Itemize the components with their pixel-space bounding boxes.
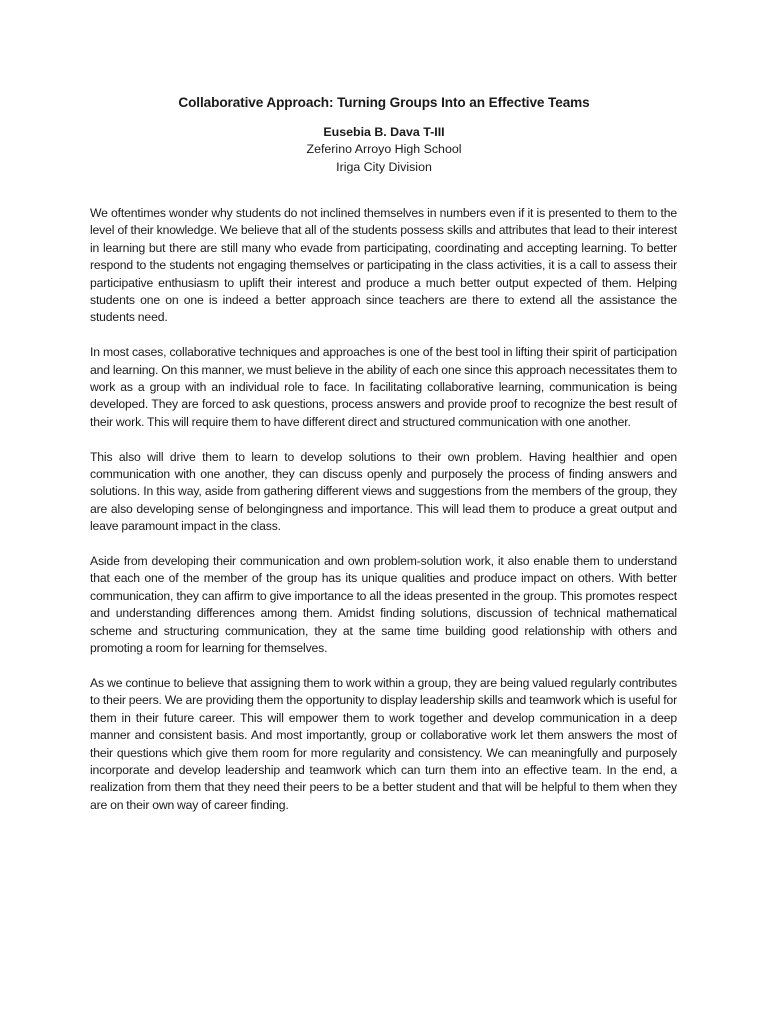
paragraph-5: As we continue to believe that assigning them to work within a group, they are being valued regularly contributes to their peers. We are providing them the opportunity to display leadership skills and teamwork which is useful for them in their future career. This will empower them to work together and develop communication in a deep manner and consistent basis. And most importantly, group or collaborative work let them answers the most of their questions which give them room for more regularity and consistency. We can meaningfully and purposely incorporate and develop leadership and teamwork which can turn them into an effective team. In the end, a realization from them that they need their peers to be a better student and that will be helpful to them when they are on their own way of career finding. bbox=[90, 675, 677, 812]
school-name: Zeferino Arroyo High School bbox=[306, 142, 462, 156]
document-body bbox=[90, 205, 677, 832]
paragraph-1: We oftentimes wonder why students do not inclined themselves in numbers even if it is presented to them to the level of their knowledge. We believe that all of the students possess skills and attributes that lead to their interest in learning but there are still many who evade from participating, coordinating and accepting learning. To better respond to the students not engaging themselves or participating in the class activities, it is a call to assess their participative enthusiasm to uplift their interest and produce a much better output expected of them. Helping students one on one is indeed a better approach since teachers are there to extend all the assistance the students need. bbox=[90, 206, 677, 325]
paragraph-2: In most cases, collaborative techniques and approaches is one of the best tool in lifting their spirit of participation and learning. On this manner, we must believe in the ability of each one since this approach necessitates them to work as a group with an individual role to face. In facilitating collaborative learning, communication is being developed. They are forced to ask questions, process answers and provide proof to recognize the best result of their work. This will require them to have different direct and structured communication with one another. bbox=[90, 345, 677, 429]
document-header bbox=[0, 94, 768, 176]
paragraph-4: Aside from developing their communication and own problem-solution work, it also enable them to understand that each one of the member of the group has its unique qualities and produce impact on others. With better communication, they can affirm to give importance to all the ideas presented in the group. This promotes respect and understanding differences among them. Amidst finding solutions, discussion of technical mathematical scheme and structuring communication, they at the same time building good relationship with others and promoting a room for learning for themselves. bbox=[90, 554, 677, 656]
author-name: Eusebia B. Dava T-III bbox=[323, 125, 445, 139]
document-title: Collaborative Approach: Turning Groups Into an Effective Teams bbox=[178, 95, 590, 110]
paragraph-3: This also will drive them to learn to develop solutions to their own problem. Having healthier and open communication with one another, they can discuss openly and purposely the process of finding answers and solutions. In this way, aside from gathering different views and suggestions from the members of the group, they are also developing sense of belongingness and importance. This will lead them to produce a great output and leave paramount impact in the class. bbox=[90, 449, 677, 534]
division-name: Iriga City Division bbox=[336, 159, 432, 174]
